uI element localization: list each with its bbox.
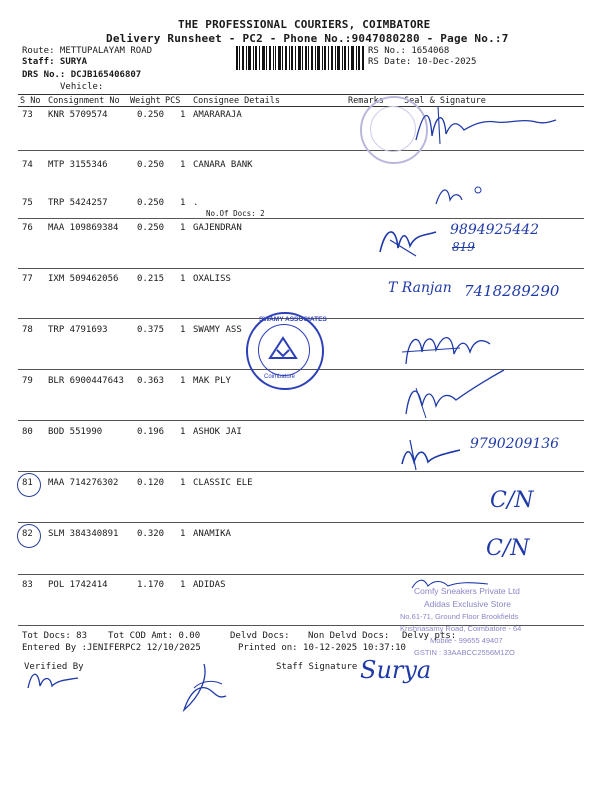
col-weight: Weight [130,96,161,106]
col-remarks: Remarks [348,96,384,106]
row-consignment: MAA 714276302 [48,478,119,488]
row-consignee: OXALISS [193,274,231,284]
row-consignment: IXM 509462056 [48,274,119,284]
stamp-line: No.61-71, Ground Floor Brookfields [400,612,519,621]
stamp-line: Comfy Sneakers Private Ltd [414,586,520,596]
row-sno: 79 [22,376,33,386]
row-note: No.Of Docs: 2 [206,209,265,218]
staff-label: Staff: SURYA [22,57,88,67]
verified-by-label: Verified By [24,662,84,672]
stamp-line: GSTIN : 33AABCC2556M1ZO [414,648,515,657]
row-weight: 0.250 [137,223,165,233]
signature-row-83 [408,574,508,594]
row-consignment: TRP 5424257 [48,198,108,208]
row-consignment: BLR 6900447643 [48,376,124,386]
row-consignee: GAJENDRAN [193,223,242,233]
row-consignment: MTP 3155346 [48,160,108,170]
row-weight: 1.170 [137,580,165,590]
row-weight: 0.196 [137,427,165,437]
row-consignee: CANARA BANK [193,160,253,170]
row-weight: 0.120 [137,478,165,488]
stamp-line: Adidas Exclusive Store [424,599,511,609]
row-consignee: ASHOK JAI [193,427,242,437]
signature-row-78 [400,322,500,372]
runsheet-title: Delivery Runsheet - PC2 - Phone No.:9047080280 - Page No.:7 [106,32,509,45]
row-consignee: ANAMIKA [193,529,231,539]
row-sno: 83 [22,580,33,590]
row-weight: 0.320 [137,529,165,539]
handwritten-strike: 819 [452,240,475,254]
signature-row-76 [376,222,446,262]
row-sno: 75 [22,198,33,208]
handwritten-cn: C/N [486,536,530,561]
handwritten-phone: 7418289290 [464,282,560,300]
row-consignee: SWAMY ASS [193,325,242,335]
handwritten-phone: 9790209136 [470,436,560,452]
row-pcs: 1 [180,223,186,233]
rs-date: RS Date: 10-Dec-2025 [368,57,477,67]
row-sno: 78 [22,325,33,335]
rs-no: RS No.: 1654068 [368,46,450,56]
printed-on: Printed on: 10-12-2025 10:37:10 [238,643,406,653]
row-pcs: 1 [180,376,186,386]
row-pcs: 1 [180,110,186,120]
row-pcs: 1 [180,580,186,590]
row-consignment: TRP 4791693 [48,325,108,335]
entered-by: Entered By :JENIFERPC2 12/10/2025 [22,643,201,653]
signature-row-73 [410,100,560,150]
row-sno: 73 [22,110,33,120]
row-divider [18,471,584,472]
row-pcs: 1 [180,198,186,208]
row-consignment: MAA 109869384 [48,223,119,233]
row-divider [18,150,584,151]
stamp-line: Mobile - 99655 49407 [430,636,503,645]
row-consignee: MAK PLY [193,376,231,386]
signature-row-75 [432,180,492,210]
row-pcs: 1 [180,427,186,437]
row-pcs: 1 [180,160,186,170]
staff-signature: Surya [360,656,432,684]
non-delvd-docs: Non Delvd Docs: [308,631,390,641]
tot-docs: Tot Docs: 83 [22,631,88,641]
row-weight: 0.215 [137,274,165,284]
staff-signature-label: Staff Signature [276,662,358,672]
row-weight: 0.375 [137,325,165,335]
row-consignment: POL 1742414 [48,580,108,590]
row-sno: 76 [22,223,33,233]
delvy-pts: Delvy pts: [402,631,457,641]
row-consignment: KNR 5709574 [48,110,108,120]
row-pcs: 1 [180,529,186,539]
col-sno: S No [20,96,41,106]
signature-row-80 [398,434,468,474]
row-divider [18,218,584,219]
row-consignee: ADIDAS [193,580,226,590]
verified-by-signature [24,666,84,696]
col-pcs: PCS [165,96,181,106]
vehicle-label: Vehicle: [60,82,104,92]
row-pcs: 1 [180,325,186,335]
row-weight: 0.250 [137,160,165,170]
row-sno: 82 [22,529,33,539]
col-seal: Seal & Signature [404,96,486,106]
row-consignment: SLM 384340891 [48,529,119,539]
row-consignee: . [193,198,199,208]
company-title: THE PROFESSIONAL COURIERS, COIMBATORE [178,18,431,31]
swamy-stamp-name: SWAMY ASSOCIATES [259,316,327,323]
row-divider [18,522,584,523]
row-consignment: BOD 551990 [48,427,103,437]
signature-row-79 [400,366,510,422]
row-sno: 74 [22,160,33,170]
col-consignment: Consignment No [48,96,120,106]
row-consignee: AMARARAJA [193,110,242,120]
swamy-stamp-logo [268,336,298,360]
row-sno: 81 [22,478,33,488]
row-sno: 80 [22,427,33,437]
row-pcs: 1 [180,478,186,488]
row-pcs: 1 [180,274,186,284]
header-top-rule [18,94,584,95]
barcode-graphic [236,46,364,70]
row-weight: 0.250 [137,110,165,120]
route-label: Route: METTUPALAYAM ROAD [22,46,153,56]
barcode [236,46,364,70]
stamp-line: Krishnasamy Road, Coimbatore - 64 [400,624,522,633]
delvd-docs: Delvd Docs: [230,631,290,641]
row-divider [18,268,584,269]
drs-label: DRS No.: DCJB165406807 [22,70,142,80]
row-consignee: CLASSIC ELE [193,478,253,488]
handwritten-name: T Ranjan [388,280,452,296]
handwritten-phone: 9894925442 [450,222,540,238]
row-sno: 77 [22,274,33,284]
row-weight: 0.250 [137,198,165,208]
swamy-stamp-city: Coimbatore [264,374,296,380]
tot-cod: Tot COD Amt: 0.00 [108,631,201,641]
supervisor-signature [174,662,234,714]
col-consignee: Consignee Details [193,96,280,106]
row-weight: 0.363 [137,376,165,386]
handwritten-cn: C/N [490,488,534,513]
